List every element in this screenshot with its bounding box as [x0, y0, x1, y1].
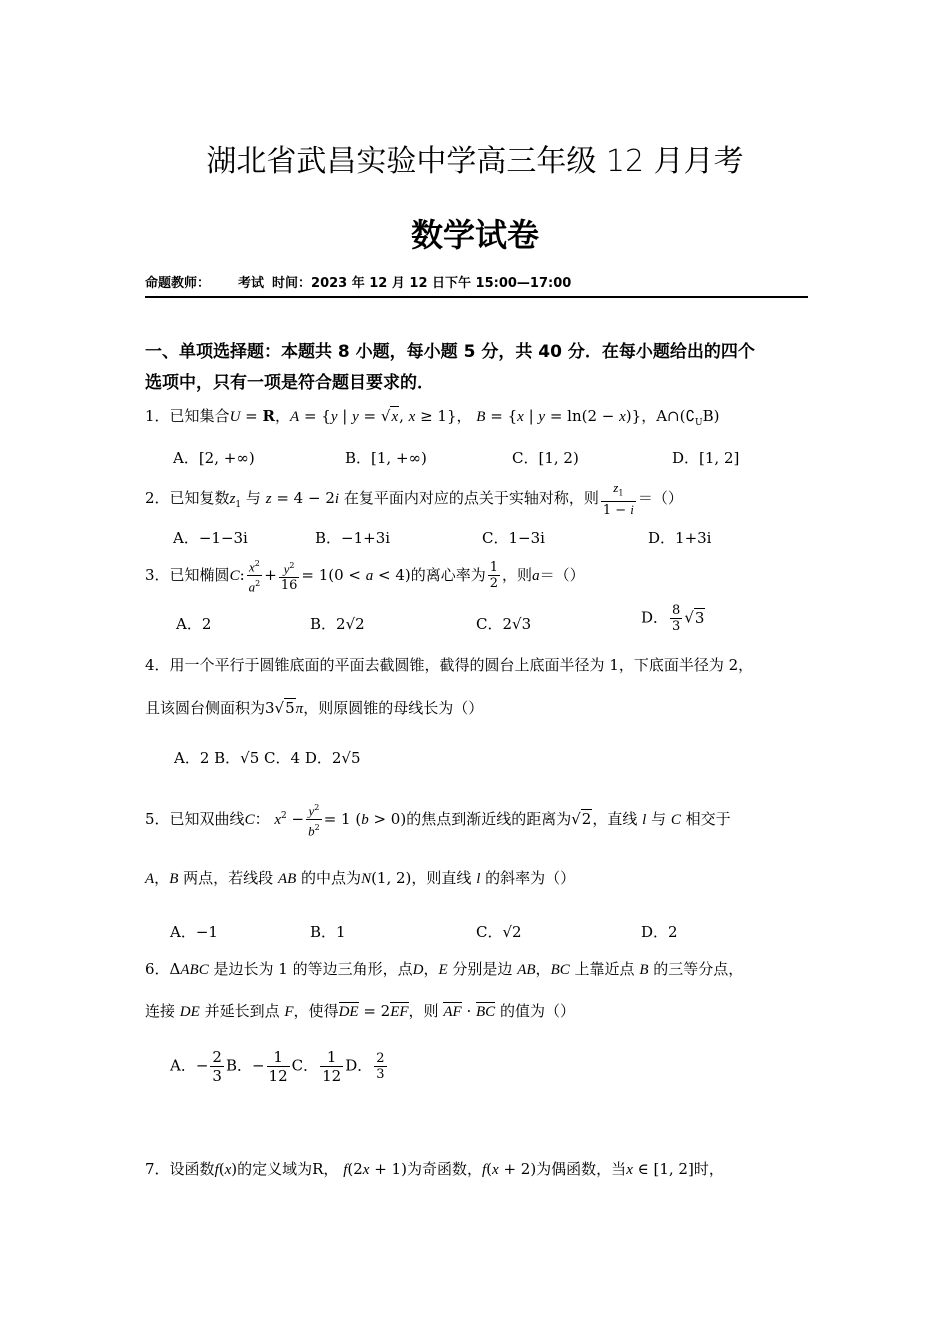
- q1-option-c[interactable]: C．[1, 2): [512, 449, 579, 467]
- q6-options[interactable]: A．− $\frac{2}{3}$ B．− $\frac{1}{12}$ C． $\frac{1}{12}$ D． $\frac{2}{3}$: [170, 1048, 385, 1085]
- question-5-line1: 5．已知双曲线C： $x^2$ − $\frac{y^2}{b^2}$ = 1 (b > 0)的焦点到渐近线的距离为√2，直线 l 与 C 相交于: [145, 800, 731, 840]
- exam-school-title: 湖北省武昌实验中学高三年级 12 月月考: [206, 144, 744, 179]
- q2-option-d[interactable]: D．1+3i: [648, 529, 712, 547]
- q2-option-a[interactable]: A．−1−3i: [173, 529, 248, 547]
- q3-option-d[interactable]: D． $\frac{8}{3}$ √3: [641, 603, 705, 634]
- q5-option-a[interactable]: A．−1: [170, 923, 218, 941]
- question-4-line1: 4．用一个平行于圆锥底面的平面去截圆锥，截得的圆台上底面半径为 1，下底面半径为 2，: [145, 656, 754, 674]
- question-6-line2: 连接 DE 并延长到点 F，使得DE = 2EF，则 AF · BC 的值为（）: [145, 1002, 575, 1020]
- question-3-stem: 3．已知椭圆C: $\frac{x^2}{a^2}$ + $\frac{y^2}{16}$ = 1(0 < a < 4)的离心率为 $\frac{1}{2}$ ，则a＝（）: [145, 556, 585, 596]
- exam-meta: [145, 272, 599, 291]
- question-2-stem: 2．已知复数$z_1$ 与 z = 4 − 2i 在复平面内对应的点关于实轴对称，则 $\frac{z_1}{1 - i}$ ＝（）: [145, 480, 683, 518]
- header-divider: [145, 296, 808, 298]
- q3-option-b[interactable]: B．2√2: [310, 615, 365, 633]
- q2-option-c[interactable]: C．1−3i: [482, 529, 545, 547]
- section-heading-line2: 选项中，只有一项是符合题目要求的．: [145, 373, 434, 393]
- q3-option-c[interactable]: C．2√3: [476, 615, 532, 633]
- question-4-line2: 且该圆台侧面积为3√5π，则原圆锥的母线长为（）: [145, 699, 484, 717]
- question-1-stem: 1．已知集合U = R，A = {y | y = √x, x ≥ 1}， B = {x | y = ln(2 − x)}，$A\cap(∁_UB)$: [145, 407, 720, 428]
- q4-options[interactable]: A．2 B．√5 C．4 D．2√5: [174, 749, 361, 767]
- q1-option-a[interactable]: A．[2, +∞): [173, 449, 255, 467]
- question-7-stem: 7．设函数f(x)的定义域为R， f(2x + 1)为奇函数，f(x + 2)为偶函数，当x ∈ [1, 2]时，: [145, 1160, 724, 1178]
- meta-teacher: 命题教师：: [145, 276, 211, 291]
- q3-option-a[interactable]: A．2: [176, 615, 212, 633]
- meta-exam: 考试: [238, 276, 265, 291]
- q5-option-c[interactable]: C．√2: [476, 923, 522, 941]
- q2-option-b[interactable]: B．−1+3i: [315, 529, 391, 547]
- q5-option-d[interactable]: D．2: [641, 923, 678, 941]
- q1-option-b[interactable]: B．[1, +∞): [345, 449, 427, 467]
- q1-option-d[interactable]: D．[1, 2]: [672, 449, 740, 467]
- question-6-line1: 6．ΔABC 是边长为 1 的等边三角形，点D，E 分别是边 AB，BC 上靠近点 B 的三等分点，: [145, 960, 744, 978]
- exam-subject-title: 数学试卷: [410, 216, 539, 254]
- meta-time: 时间：2023 年 12 月 12 日下午 15:00—17:00: [272, 276, 572, 291]
- q5-option-b[interactable]: B．1: [310, 923, 346, 941]
- question-5-line2: A，B 两点，若线段 AB 的中点为N(1, 2)，则直线 l 的斜率为（）: [145, 869, 576, 887]
- section-heading-line1: 一、单项选择题：本题共 8 小题，每小题 5 分，共 40 分．在每小题给出的四个: [145, 342, 755, 362]
